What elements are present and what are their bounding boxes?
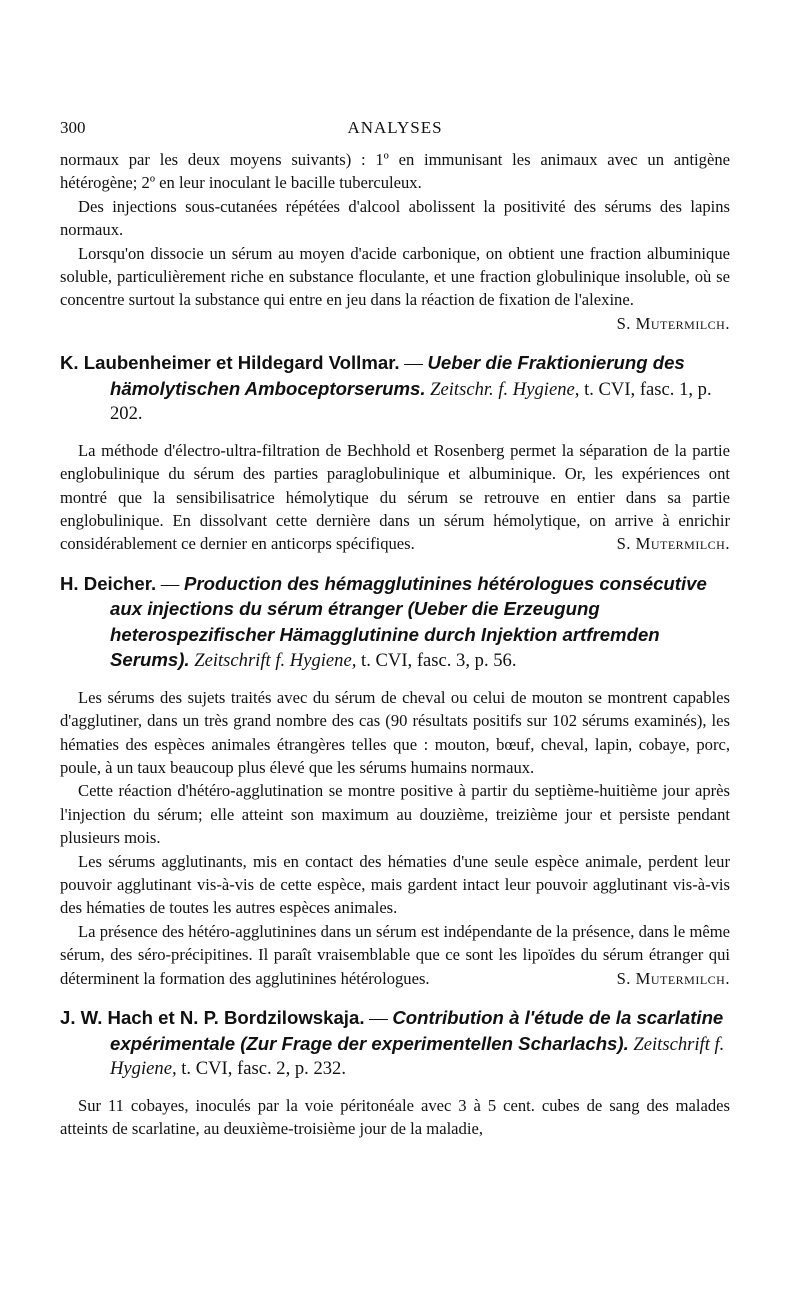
running-head: ANALYSES bbox=[347, 118, 443, 137]
entry-1-paragraph-1-text: La méthode d'électro-ultra-filtration de Bechhold et Rosenberg permet la séparation de la partie englobulinique du sérum des parties paraglobulinique et albuminique. Or, les expériences ont montré que la sensibilisatrice hémolytique du sérum se retrouve en entier dans sa partie englobulinique. En dissolvant cette dernière dans un sérum hémolytique, on arrive à enrichir considérablement ce dernier en anticorps spécifiques. bbox=[60, 440, 730, 554]
entry-2-signature: S. Mutermilch. bbox=[616, 968, 730, 988]
entry-1-source: Zeitschr. f. Hygiene, bbox=[430, 378, 580, 400]
entry-heading-2: H. Deicher. — Production des hémagglutinines hétérologues consécutive aux injections du sérum étranger (Ueber die Erzeugung heterospezifischer Hämagglutinine durch Injektion artfremden Serums). Zeitschrift f. Hygiene, t. CVI, fasc. 3, p. 56. bbox=[60, 572, 707, 672]
entry-2-title: Production des hémagglutinines hétérologues consécutive aux injections du sérum étranger (Ueber die Erzeugung heterospezifischer Hämagglutinine durch Injektion artfremden Serums). bbox=[110, 572, 707, 671]
entry-3-source: Zeitschrift f. Hygiene, bbox=[110, 1033, 725, 1080]
entry-2-paragraph-4-text: La présence des hétéro-agglutinines dans un sérum est indépendante de la présence, dans le même sérum, des séro-précipitines. Il paraît vraisemblable que ce sont les lipoïdes du sérum étranger qui déterminent la formation des agglutinines hétérologues. bbox=[60, 921, 730, 988]
page-header bbox=[60, 118, 730, 148]
entry-1-paragraph-1 bbox=[60, 439, 730, 556]
entry-1-ref: t. CVI, fasc. 1, p. 202. bbox=[110, 378, 712, 425]
entry-2-source: Zeitschrift f. Hygiene, bbox=[194, 650, 357, 672]
entry-1-authors: K. Laubenheimer et Hildegard Vollmar. bbox=[60, 352, 400, 374]
entry-2-ref: t. CVI, fasc. 3, p. 56. bbox=[361, 650, 517, 672]
entry-2-paragraph-4 bbox=[60, 920, 730, 990]
entry-3-title: Contribution à l'étude de la scarlatine expérimentale (Zur Frage der experimentellen Scharlachs). bbox=[110, 1007, 724, 1054]
page-number: 300 bbox=[60, 118, 86, 137]
intro-paragraph-3-text: Lorsqu'on dissocie un sérum au moyen d'acide carbonique, on obtient une fraction albuminique soluble, particulièrement riche en substance floculante, et une fraction globulinique insoluble, où se concentre surtout la substance qui entre en jeu dans la réaction de fixation de l'alexine. bbox=[60, 243, 730, 310]
entry-2-authors: H. Deicher. bbox=[60, 572, 157, 594]
entry-3-paragraph-1: Sur 11 cobayes, inoculés par la voie péritonéale avec 3 à 5 cent. cubes de sang des malades atteints de scarlatine, au deuxième-troisième jour de la maladie, bbox=[60, 1095, 730, 1138]
entry-3-authors: J. W. Hach et N. P. Bordzilowskaja. bbox=[60, 1007, 365, 1029]
entry-2-paragraph-3: Les sérums agglutinants, mis en contact des hématies d'une seule espèce animale, perdent leur pouvoir agglutinant vis-à-vis de cette espèce, mais gardent intact leur pouvoir agglutinant vis-à-vis des hématies de toutes les autres espèces animales. bbox=[60, 851, 730, 918]
entry-2-paragraph-2: Cette réaction d'hétéro-agglutination se montre positive à partir du septième-huitième jour après l'injection du sérum; elle atteint son maximum au douzième, treizième jour et persiste pendant plusieurs mois. bbox=[60, 781, 730, 848]
entry-1-signature: S. Mutermilch. bbox=[616, 534, 730, 554]
entry-1-title: Ueber die Fraktionierung des hämolytischen Amboceptorserums. bbox=[110, 352, 685, 399]
entry-heading-3: J. W. Hach et N. P. Bordzilowskaja. — Contribution à l'étude de la scarlatine expérimentale (Zur Frage der experimentellen Scharlachs). Zeitschrift f. Hygiene, t. CVI, fasc. 2, p. 232. bbox=[60, 1007, 725, 1080]
document-page bbox=[60, 118, 730, 1140]
intro-paragraph-1: normaux par les deux moyens suivants) : 1º en immunisant les animaux avec un antigène hétérogène; 2º en leur inoculant le bacille tuberculeux. bbox=[60, 150, 730, 193]
entry-3-ref: t. CVI, fasc. 2, p. 232. bbox=[181, 1058, 347, 1080]
intro-paragraph-3 bbox=[60, 242, 730, 333]
intro-signature: S. Mutermilch. bbox=[616, 313, 730, 333]
entry-2-paragraph-1: Les sérums des sujets traités avec du sérum de cheval ou celui de mouton se montrent capables d'agglutiner, dans un très grand nombre des cas (90 résultats positifs sur 102 sérums examinés), les hématies des espèces animales étrangères telles que : mouton, bœuf, cheval, lapin, cobaye, porc, poule, à un taux beaucoup plus élevé que les sérums humains normaux. bbox=[60, 687, 730, 777]
entry-heading-1: K. Laubenheimer et Hildegard Vollmar. — Ueber die Fraktionierung des hämolytischen Amboceptorserums. Zeitschr. f. Hygiene, t. CVI, fasc. 1, p. 202. bbox=[60, 352, 712, 425]
intro-paragraph-2: Des injections sous-cutanées répétées d'alcool abolissent la positivité des sérums des lapins normaux. bbox=[60, 196, 730, 240]
